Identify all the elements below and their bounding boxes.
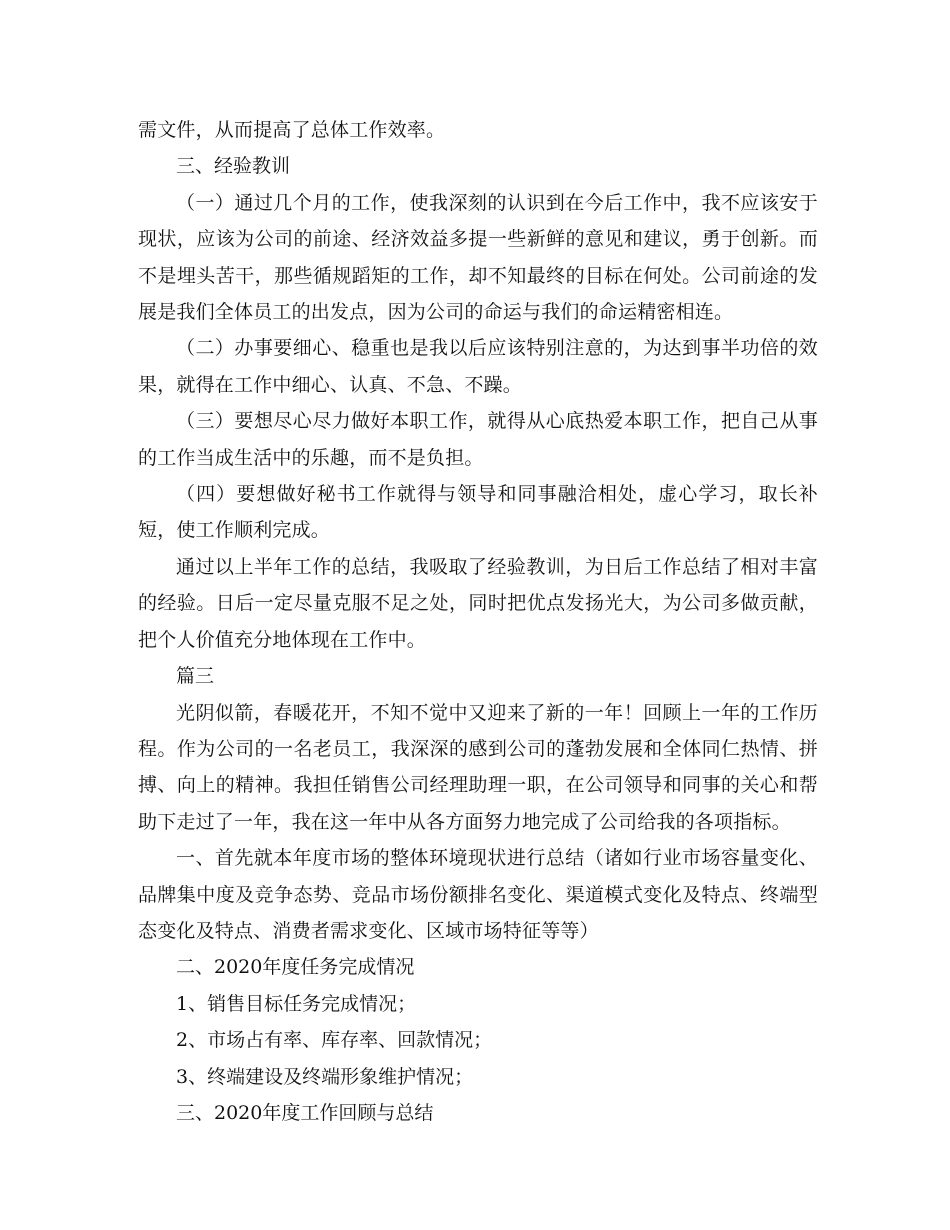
paragraph-lesson-4: （四）要想做好秘书工作就得与领导和同事融洽相处，虚心学习，取长补短，使工作顺利完成。	[138, 483, 818, 542]
section-heading-lessons: 三、经验教训	[176, 155, 291, 178]
section-heading-work-review: 三、2020年度工作回顾与总结	[176, 1101, 434, 1124]
list-item-sales-target: 1、销售目标任务完成情况；	[176, 992, 417, 1015]
document-body	[138, 112, 818, 1131]
paragraph-lesson-3: （三）要想尽心尽力做好本职工作，就得从心底热爱本职工作，把自己从事的工作当成生活中的乐趣，而不是负担。	[138, 410, 818, 469]
paragraph-market-summary: 一、首先就本年度市场的整体环境现状进行总结（诸如行业市场容量变化、品牌集中度及竞争态势、竞品市场份额排名变化、渠道模式变化及特点、终端型态变化及特点、消费者需求变化、区域市场特征等等）	[138, 847, 818, 942]
paragraph-continuation: 需文件，从而提高了总体工作效率。	[138, 119, 446, 141]
paragraph-intro: 光阴似箭，春暖花开，不知不觉中又迎来了新的一年！回顾上一年的工作历程。作为公司的一名老员工，我深深的感到公司的蓬勃发展和全体同仁热情、拼搏、向上的精神。我担任销售公司经理助理一职，在公司领导和同事的关心和帮助下走过了一年，我在这一年中从各方面努力地完成了公司给我的各项指标。	[138, 701, 818, 833]
section-heading-task-completion: 二、2020年度任务完成情况	[176, 956, 415, 979]
paragraph-conclusion: 通过以上半年工作的总结，我吸取了经验教训，为日后工作总结了相对丰富的经验。日后一定尽量克服不足之处，同时把优点发扬光大，为公司多做贡献，把个人价值充分地体现在工作中。	[138, 555, 818, 651]
list-item-terminal-building: 3、终端建设及终端形象维护情况；	[176, 1065, 474, 1088]
list-item-market-share: 2、市场占有率、库存率、回款情况；	[176, 1029, 493, 1052]
section-heading-part-three: 篇三	[176, 665, 215, 688]
paragraph-lesson-2: （二）办事要细心、稳重也是我以后应该特别注意的，为达到事半功倍的效果，就得在工作中细心、认真、不急、不躁。	[138, 337, 818, 396]
paragraph-lesson-1: （一）通过几个月的工作，使我深刻的认识到在今后工作中，我不应该安于现状，应该为公司的前途、经济效益多提一些新鲜的意见和建议，勇于创新。而不是埋头苦干，那些循规蹈矩的工作，却不知最终的目标在何处。公司前途的发展是我们全体员工的出发点，因为公司的命运与我们的命运精密相连。	[138, 191, 818, 324]
